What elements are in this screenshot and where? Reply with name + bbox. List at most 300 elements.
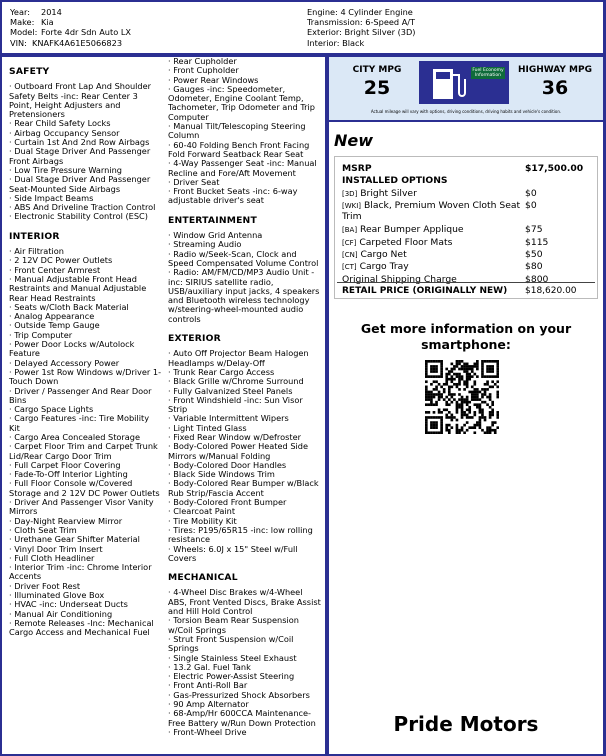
qr-module: [463, 370, 466, 373]
option-code: [3D]: [342, 189, 358, 198]
feature-item: · Driver / Passenger And Rear Door Bins: [9, 385, 152, 405]
city-mpg-value: 25: [363, 77, 391, 99]
qr-module: [430, 431, 433, 434]
qr-module: [448, 370, 451, 373]
qr-module: [466, 416, 469, 419]
highway-mpg-label: HIGHWAY MPG: [517, 65, 593, 75]
feature-item: · Front Center Armrest: [9, 264, 101, 275]
qr-module: [453, 373, 456, 376]
qr-module: [440, 368, 443, 371]
qr-module: [486, 368, 489, 371]
feature-item: · Analog Appearance: [9, 311, 95, 322]
qr-module: [494, 429, 497, 432]
qr-module: [448, 373, 451, 376]
qr-module: [456, 406, 459, 409]
qr-module: [461, 411, 464, 414]
feature-item: · Seats w/Cloth Back Material: [9, 301, 129, 312]
qr-module: [430, 391, 433, 394]
qr-module: [428, 416, 431, 419]
qr-module: [461, 416, 464, 419]
qr-module: [484, 431, 487, 434]
qr-module: [479, 406, 482, 409]
qr-module: [458, 378, 461, 381]
qr-module: [461, 375, 464, 378]
option-description: Bright Silver: [360, 187, 417, 199]
option-price: $800: [525, 273, 549, 285]
feature-item: · Day-Night Rearview Mirror: [9, 515, 123, 526]
qr-module: [463, 431, 466, 434]
feature-item: · Rear Cupholder: [168, 56, 237, 66]
qr-module: [479, 408, 482, 411]
transmission-value: 6-Speed A/T: [365, 17, 416, 28]
qr-module: [473, 393, 476, 396]
feature-item: · Power Door Locks w/Autolock Feature: [9, 339, 135, 359]
qr-module: [425, 424, 428, 427]
qr-module: [435, 360, 438, 363]
qr-module: [456, 408, 459, 411]
qr-module: [456, 363, 459, 366]
qr-module: [453, 365, 456, 368]
transmission-label: Transmission:: [307, 17, 363, 28]
qr-module: [445, 424, 448, 427]
qr-module: [471, 416, 474, 419]
qr-module: [435, 403, 438, 406]
qr-module: [456, 403, 459, 406]
interior-list: [9, 247, 162, 637]
qr-module: [438, 408, 441, 411]
feature-item: · Body-Colored Power Heated Side Mirrors w/Manual Folding: [168, 441, 309, 461]
qr-module: [448, 393, 451, 396]
mileage-disclaimer: Actual mileage will vary with options, driving conditions, driving habits and vehicle's condition.: [370, 109, 562, 114]
qr-module: [435, 426, 438, 429]
qr-module: [443, 398, 446, 401]
vehicle-info-right: [299, 2, 603, 53]
qr-module: [433, 431, 436, 434]
qr-module: [479, 424, 482, 427]
qr-module: [433, 360, 436, 363]
features-column-2: [168, 57, 322, 737]
options-list: [335, 188, 597, 286]
qr-module: [496, 386, 499, 389]
qr-module: [471, 393, 474, 396]
qr-module: [428, 375, 431, 378]
feature-item: · Front-Wheel Drive: [168, 726, 247, 737]
feature-item: · Strut Front Suspension w/Coil Springs: [168, 633, 294, 654]
qr-module: [466, 421, 469, 424]
feature-item: · Driver And Passenger Visor Vanity Mirrors: [9, 497, 154, 517]
qr-module: [456, 386, 459, 389]
dealer-name: Pride Motors: [393, 712, 539, 736]
feature-item: · Body-Colored Front Bumper: [168, 497, 287, 508]
feature-item: · Airbag Occupancy Sensor: [9, 127, 120, 138]
option-code: [WKI]: [342, 202, 362, 211]
feature-item: · Urethane Gear Shifter Material: [9, 534, 140, 545]
qr-module: [496, 368, 499, 371]
qr-module: [486, 375, 489, 378]
highway-mpg-value: 36: [541, 77, 569, 99]
qr-module: [466, 429, 469, 432]
feature-item: · Power 1st Row Windows w/Driver 1-Touch Down: [9, 366, 162, 387]
qr-module: [494, 383, 497, 386]
qr-module: [428, 360, 431, 363]
retail-value: $18,620.00: [525, 286, 577, 296]
qr-module: [430, 396, 433, 399]
qr-module: [484, 419, 487, 422]
qr-module: [489, 414, 492, 417]
feature-item: · 2 12V DC Power Outlets: [9, 255, 113, 266]
qr-module: [491, 408, 494, 411]
qr-module: [486, 360, 489, 363]
qr-module: [435, 380, 438, 383]
model-value: Forte 4dr Sdn Auto LX: [41, 27, 131, 38]
qr-module: [468, 408, 471, 411]
qr-module: [476, 388, 479, 391]
qr-module: [428, 398, 431, 401]
feature-item: · Light Tinted Glass: [168, 422, 247, 433]
qr-module: [481, 408, 484, 411]
feature-item: · Fade-To-Off Interior Lighting: [9, 469, 128, 480]
feature-item: · Body-Colored Door Handles: [168, 459, 287, 470]
qr-module: [486, 370, 489, 373]
qr-module: [451, 396, 454, 399]
qr-module: [481, 429, 484, 432]
feature-item: · Side Impact Beams: [9, 192, 94, 203]
qr-module: [430, 368, 433, 371]
qr-module: [466, 401, 469, 404]
qr-module: [489, 426, 492, 429]
feature-item: · 60-40 Folding Bench Front Facing Fold Forward Seatback Rear Seat: [168, 139, 310, 159]
qr-module: [491, 386, 494, 389]
qr-module: [443, 391, 446, 394]
feature-item: · Tire Mobility Kit: [168, 515, 237, 526]
qr-module: [440, 363, 443, 366]
option-row: [335, 224, 597, 236]
smartphone-text: Get more information on your smartphone:: [360, 321, 572, 352]
qr-module: [463, 388, 466, 391]
qr-module: [461, 426, 464, 429]
qr-module: [481, 388, 484, 391]
qr-module: [489, 406, 492, 409]
feature-item: · Radio w/Seek-Scan, Clock and Speed Compensated Volume Control: [168, 248, 319, 268]
feature-item: · Fully Galvanized Steel Panels: [168, 385, 293, 396]
option-description: Original Shipping Charge: [342, 273, 457, 285]
qr-code[interactable]: [425, 360, 499, 434]
qr-module: [428, 431, 431, 434]
qr-module: [428, 391, 431, 394]
qr-module: [468, 373, 471, 376]
qr-module: [458, 373, 461, 376]
qr-module: [496, 396, 499, 399]
qr-module: [445, 408, 448, 411]
qr-module: [435, 431, 438, 434]
qr-module: [496, 370, 499, 373]
qr-module: [430, 365, 433, 368]
feature-item: · Trunk Rear Cargo Access: [168, 366, 275, 377]
vin-label: VIN:: [10, 37, 27, 48]
feature-item: · HVAC -inc: Underseat Ducts: [9, 599, 128, 610]
qr-module: [425, 368, 428, 371]
qr-module: [433, 365, 436, 368]
qr-module: [491, 401, 494, 404]
qr-module: [461, 360, 464, 363]
qr-module: [433, 416, 436, 419]
qr-module: [440, 416, 443, 419]
qr-module: [486, 431, 489, 434]
qr-module: [479, 391, 482, 394]
qr-module: [463, 368, 466, 371]
option-price: $115: [525, 236, 549, 248]
qr-module: [466, 383, 469, 386]
qr-module: [440, 424, 443, 427]
qr-module: [430, 426, 433, 429]
feature-item: · Full Carpet Floor Covering: [9, 459, 121, 470]
qr-module: [473, 403, 476, 406]
option-price: $80: [525, 261, 543, 273]
qr-module: [456, 426, 459, 429]
qr-module: [476, 365, 479, 368]
qr-module: [486, 396, 489, 399]
qr-module: [473, 398, 476, 401]
option-row: [335, 249, 597, 261]
qr-module: [468, 411, 471, 414]
qr-module: [473, 414, 476, 417]
option-code: [CN]: [342, 250, 358, 259]
qr-module: [461, 368, 464, 371]
qr-module: [453, 393, 456, 396]
total-divider: [337, 282, 595, 283]
qr-module: [494, 421, 497, 424]
option-description: Cargo Tray: [359, 261, 409, 273]
qr-module: [481, 396, 484, 399]
qr-module: [476, 375, 479, 378]
qr-module: [425, 411, 428, 414]
qr-module: [451, 368, 454, 371]
qr-module: [458, 360, 461, 363]
qr-module: [468, 375, 471, 378]
qr-module: [425, 363, 428, 366]
exterior-value: Bright Silver (3D): [344, 27, 416, 38]
qr-module: [438, 396, 441, 399]
qr-module: [438, 391, 441, 394]
qr-module: [433, 368, 436, 371]
qr-module: [435, 424, 438, 427]
qr-module: [453, 383, 456, 386]
qr-module: [466, 396, 469, 399]
qr-module: [433, 396, 436, 399]
feature-item: · Window Grid Antenna: [168, 230, 263, 241]
qr-module: [425, 391, 428, 394]
qr-module: [476, 393, 479, 396]
qr-module: [461, 429, 464, 432]
qr-module: [430, 398, 433, 401]
feature-item: · 4-Wheel Disc Brakes w/4-Wheel ABS, Front Vented Discs, Brake Assist and Hill Hold Control: [168, 587, 321, 617]
qr-module: [451, 370, 454, 373]
feature-item: · Clearcoat Paint: [168, 506, 236, 517]
qr-module: [438, 383, 441, 386]
qr-module: [473, 383, 476, 386]
qr-module: [466, 386, 469, 389]
feature-item: · Tires: P195/65R15 -inc: low rolling resistance: [168, 524, 313, 545]
qr-module: [438, 375, 441, 378]
feature-item: · Outboard Front Lap And Shoulder Safety Belts -inc: Rear Center 3 Point, Height Adjusters and Pretensioners: [9, 81, 152, 120]
qr-module: [433, 370, 436, 373]
qr-module: [433, 393, 436, 396]
qr-module: [425, 431, 428, 434]
qr-module: [425, 396, 428, 399]
qr-module: [435, 375, 438, 378]
qr-module: [435, 386, 438, 389]
qr-module: [458, 383, 461, 386]
qr-module: [433, 426, 436, 429]
qr-module: [463, 401, 466, 404]
qr-module: [456, 419, 459, 422]
qr-module: [476, 368, 479, 371]
qr-module: [445, 380, 448, 383]
qr-module: [489, 360, 492, 363]
qr-module: [481, 373, 484, 376]
qr-module: [481, 411, 484, 414]
feature-item: · Electric Power-Assist Steering: [168, 671, 295, 682]
qr-module: [440, 393, 443, 396]
feature-item: · Gas-Pressurized Shock Absorbers: [168, 689, 310, 700]
qr-module: [448, 431, 451, 434]
feature-item: · Single Stainless Steel Exhaust: [168, 652, 297, 663]
features-column-1: [9, 57, 162, 638]
qr-module: [458, 375, 461, 378]
qr-module: [458, 431, 461, 434]
qr-module: [496, 391, 499, 394]
option-row: [335, 200, 597, 224]
qr-module: [461, 378, 464, 381]
qr-module: [461, 403, 464, 406]
qr-module: [451, 386, 454, 389]
qr-module: [468, 426, 471, 429]
qr-module: [481, 414, 484, 417]
retail-label: RETAIL PRICE (ORIGINALLY NEW): [342, 286, 508, 296]
qr-module: [456, 375, 459, 378]
safety-list: [9, 82, 162, 221]
feature-item: · Remote Releases -Inc: Mechanical Cargo Access and Mechanical Fuel: [9, 617, 154, 638]
qr-module: [453, 378, 456, 381]
qr-module: [489, 386, 492, 389]
qr-module: [456, 360, 459, 363]
installed-options-heading: [335, 175, 597, 187]
vehicle-info-left: [2, 2, 325, 53]
option-description: Black, Premium Woven Cloth Seat Trim: [342, 200, 521, 223]
qr-module: [433, 421, 436, 424]
qr-module: [445, 375, 448, 378]
qr-module: [489, 365, 492, 368]
qr-module: [481, 416, 484, 419]
qr-module: [433, 375, 436, 378]
qr-module: [466, 365, 469, 368]
entertainment-list: [168, 231, 322, 324]
exterior-label: Exterior:: [307, 27, 342, 38]
qr-module: [438, 411, 441, 414]
qr-module: [463, 363, 466, 366]
qr-module: [489, 416, 492, 419]
qr-module: [486, 365, 489, 368]
qr-module: [458, 363, 461, 366]
feature-item: · Dual Stage Driver And Passenger Front Airbags: [9, 146, 151, 166]
qr-module: [463, 398, 466, 401]
qr-module: [445, 383, 448, 386]
option-description: Rear Bumper Applique: [359, 224, 464, 236]
qr-module: [468, 416, 471, 419]
fuel-pump-icon: [419, 61, 509, 104]
price-table: [334, 156, 598, 299]
engine-value: 4 Cylinder Engine: [340, 7, 413, 17]
feature-item: · Trip Computer: [9, 329, 73, 340]
feature-item: · Full Cloth Headliner: [9, 552, 95, 563]
fuel-economy-box: [329, 57, 603, 120]
qr-module: [473, 396, 476, 399]
qr-module: [451, 426, 454, 429]
feature-item: · Rear Child Safety Locks: [9, 118, 111, 129]
qr-module: [451, 380, 454, 383]
qr-module: [440, 373, 443, 376]
qr-module: [435, 393, 438, 396]
qr-module: [479, 419, 482, 422]
qr-module: [473, 431, 476, 434]
qr-module: [448, 403, 451, 406]
feature-item: · Electronic Stability Control (ESC): [9, 211, 148, 222]
entertainment-heading: ENTERTAINMENT: [168, 214, 257, 226]
feature-item: · Wheels: 6.0J x 15" Steel w/Full Covers: [168, 543, 298, 563]
feature-item: · Interior Trim -inc: Chrome Interior Accents: [9, 562, 152, 582]
qr-module: [476, 391, 479, 394]
qr-module: [438, 360, 441, 363]
make-value: Kia: [41, 17, 54, 28]
feature-item: · 68-Amp/Hr 600CCA Maintenance-Free Battery w/Run Down Protection: [168, 708, 316, 728]
qr-module: [445, 378, 448, 381]
qr-module: [479, 421, 482, 424]
qr-module: [491, 403, 494, 406]
qr-module: [491, 370, 494, 373]
feature-item: · Cargo Space Lights: [9, 404, 94, 415]
option-row: [335, 237, 597, 249]
qr-module: [489, 393, 492, 396]
qr-module: [453, 416, 456, 419]
interior-label: Interior:: [307, 37, 340, 48]
qr-module: [433, 424, 436, 427]
qr-module: [435, 416, 438, 419]
qr-module: [463, 424, 466, 427]
qr-module: [466, 378, 469, 381]
feature-item: · Power Rear Windows: [168, 74, 259, 85]
qr-module: [445, 414, 448, 417]
qr-module: [440, 375, 443, 378]
interior-value: Black: [342, 37, 365, 48]
qr-module: [471, 426, 474, 429]
qr-module: [461, 365, 464, 368]
feature-item: · Driver Foot Rest: [9, 580, 81, 591]
qr-module: [451, 416, 454, 419]
feature-item: · Black Side Windows Trim: [168, 469, 275, 480]
qr-module: [451, 375, 454, 378]
qr-module: [461, 408, 464, 411]
qr-module: [481, 368, 484, 371]
qr-module: [448, 416, 451, 419]
qr-module: [484, 401, 487, 404]
qr-module: [435, 421, 438, 424]
qr-module: [496, 426, 499, 429]
qr-module: [496, 393, 499, 396]
qr-module: [491, 414, 494, 417]
qr-module: [494, 360, 497, 363]
qr-module: [448, 378, 451, 381]
qr-module: [448, 411, 451, 414]
